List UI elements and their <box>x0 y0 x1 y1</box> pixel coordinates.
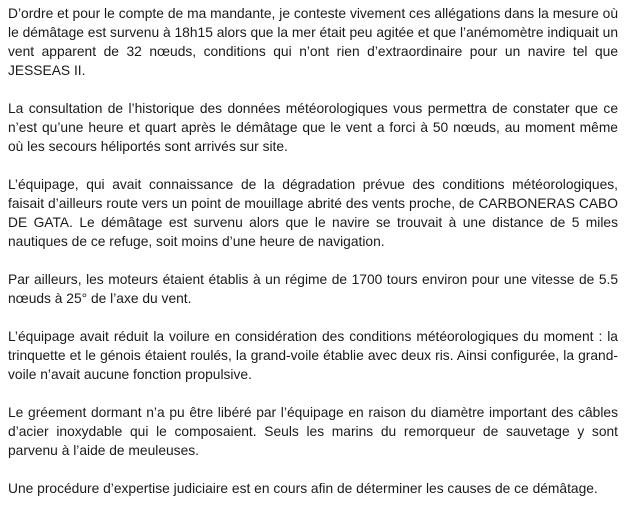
document-page <box>8 4 618 498</box>
paragraph-contestation: D’ordre et pour le compte de ma mandante, je conteste vivement ces allégations dans la mesure où le démâtage est survenu à 18h15 alors que la mer était peu agitée et que l’anémomètre indiquait un vent apparent de 32 nœuds, conditions qui n’ont rien d’extraordinaire pour un navire tel que JESSEAS II. <box>8 6 618 78</box>
paragraph-equipage-route: L’équipage, qui avait connaissance de la dégradation prévue des conditions météorologiques, faisait d’ailleurs route vers un point de mouillage abrité des vents proche, de CARBONERAS CABO DE GATA. Le démâtage est survenu alors que le navire se trouvait à une distance de 5 miles nautiques de ce refuge, soit moins d’une heure de navigation. <box>8 177 618 249</box>
paragraph-greement: Le gréement dormant n’a pu être libéré par l’équipage en raison du diamètre important des câbles d’acier inoxydable qui le composaient. Seuls les marins du remorqueur de sauvetage y sont parvenu à l’aide de meuleuses. <box>8 405 618 458</box>
paragraph-historique-meteo: La consultation de l’historique des données météorologiques vous permettra de constater que ce n’est qu’une heure et quart après le démâtage que le vent a forci à 50 nœuds, au moment même où les secours héliportés sont arrivés sur site. <box>8 101 618 154</box>
paragraph-moteurs: Par ailleurs, les moteurs étaient établis à un régime de 1700 tours environ pour une vitesse de 5.5 nœuds à 25° de l’axe du vent. <box>8 272 618 306</box>
paragraph-expertise: Une procédure d’expertise judiciaire est en cours afin de déterminer les causes de ce démâtage. <box>8 481 598 496</box>
paragraph-voilure: L’équipage avait réduit la voilure en considération des conditions météorologiques du moment : la trinquette et le génois étaient roulés, la grand-voile établie avec deux ris. Ainsi configurée, la grand-voile n’avait aucune fonction propulsive. <box>8 329 618 382</box>
